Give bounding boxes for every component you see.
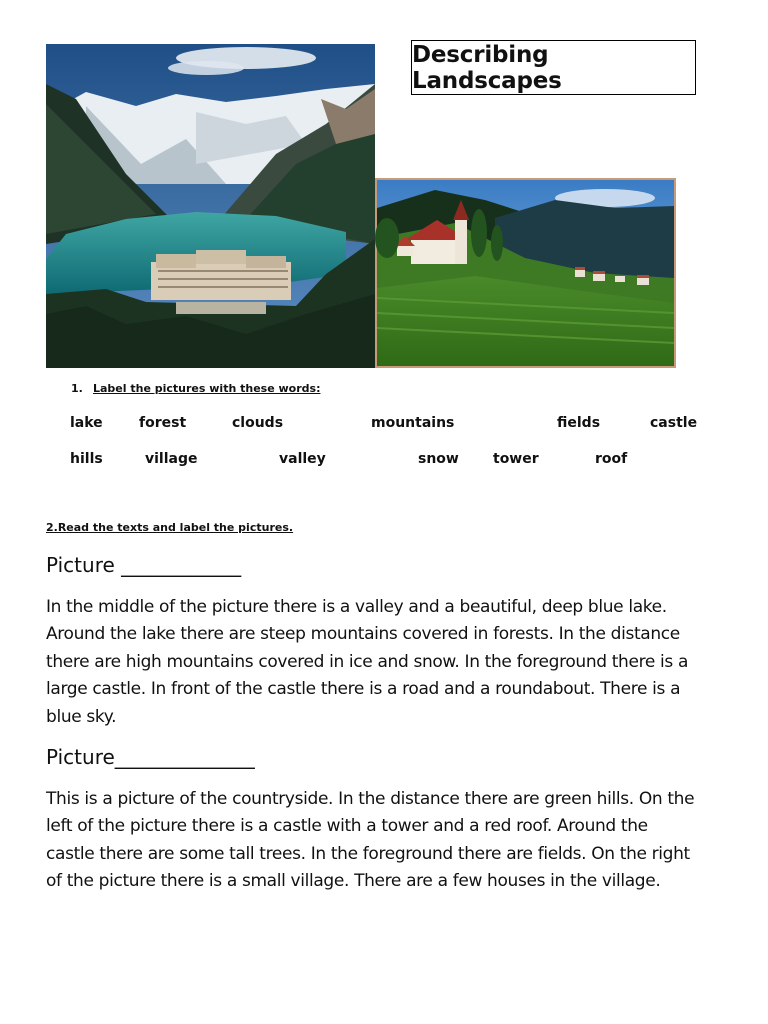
text-line: Around the lake there are steep mountains covered in forests. In the distance [46,624,680,645]
picture2-label: Picture______________ [46,745,255,769]
lake-landscape-photo [46,44,375,368]
text-line: This is a picture of the countryside. In the distance there are green hills. On the [46,789,695,809]
word-roof: roof [595,451,628,467]
word-fields: fields [557,415,601,431]
text-line: of the picture there is a small village. There are a few houses in the village. [46,871,661,892]
word-snow: snow [418,451,459,467]
picture1-label: Picture ____________ [46,553,242,577]
text-line: blue sky. [46,706,117,727]
text-line: In the middle of the picture there is a valley and a beautiful, deep blue lake. [46,597,667,617]
word-valley: valley [279,451,326,467]
text-line: castle there are some tall trees. In the foreground there are fields. On the right [46,843,690,864]
word-mountains: mountains [371,415,455,431]
picture1-text [46,594,726,731]
task1-instruction: Label the pictures with these words: [93,382,321,395]
title-box [411,40,696,95]
task1-number: 1. [71,382,83,395]
word-clouds: clouds [232,415,284,431]
task2-instruction: 2.Read the texts and label the pictures. [46,521,294,534]
word-castle: castle [650,415,698,431]
word-lake: lake [70,415,103,431]
word-forest: forest [139,415,187,431]
text-line: there are high mountains covered in ice and snow. In the foreground there is a [46,651,689,672]
word-hills: hills [70,451,103,467]
word-tower: tower [493,451,539,467]
word-village: village [145,451,198,467]
countryside-photo [375,178,676,368]
text-line: left of the picture there is a castle with a tower and a red roof. Around the [46,816,648,837]
picture2-text [46,786,726,896]
page-title: Describing Landscapes [412,41,562,94]
text-line: large castle. In front of the castle there is a road and a roundabout. There is a [46,679,681,700]
